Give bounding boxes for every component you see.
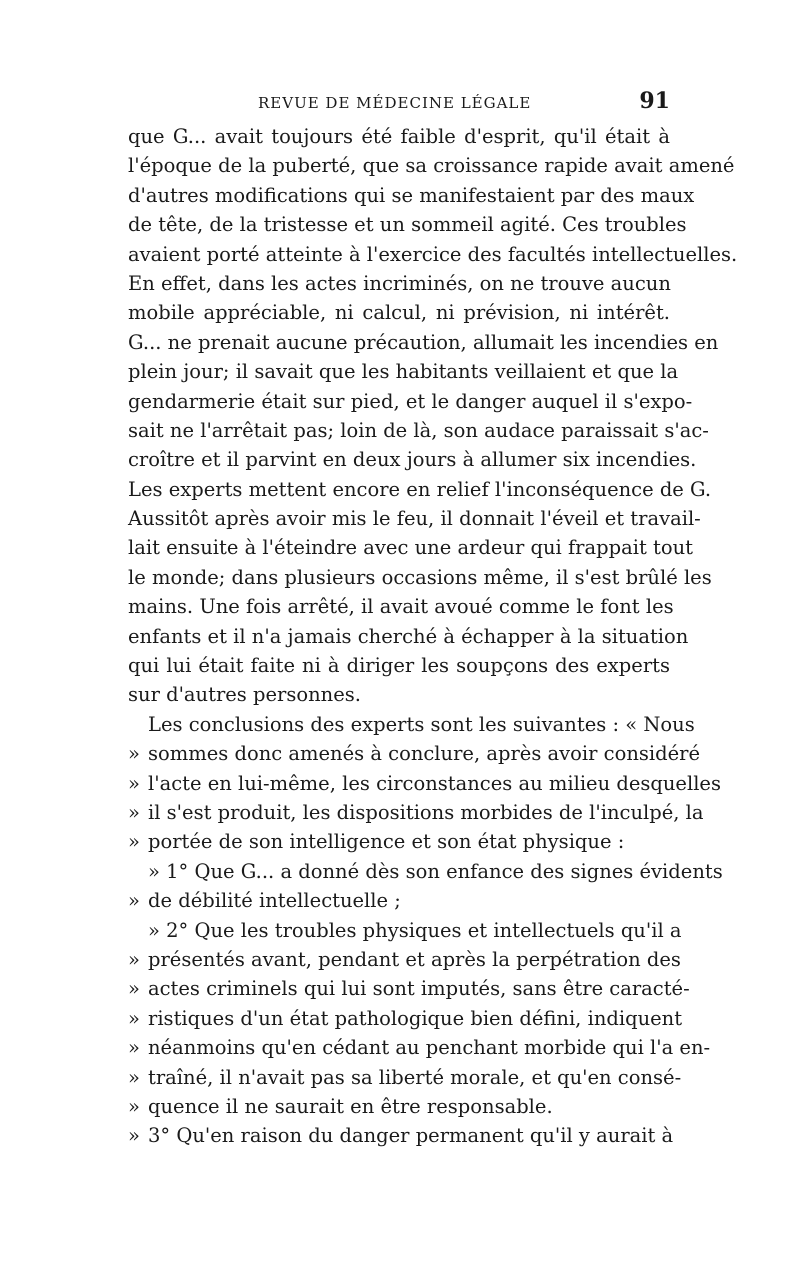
body-text bbox=[128, 122, 738, 1151]
text-line bbox=[128, 387, 693, 416]
text-line bbox=[128, 504, 701, 533]
running-title: REVUE DE MÉDECINE LÉGALE bbox=[258, 94, 532, 112]
text-line bbox=[128, 651, 670, 680]
text-line bbox=[128, 680, 670, 709]
line-text: Les conclusions des experts sont les suivantes : « Nous bbox=[148, 712, 695, 736]
line-text: 3° Qu'en raison du danger permanent qu'il y aurait à bbox=[148, 1124, 674, 1148]
quote-mark: » bbox=[128, 1065, 140, 1089]
text-line bbox=[128, 974, 690, 1003]
line-text: lait ensuite à l'éteindre avec une ardeur qui frappait tout bbox=[128, 536, 693, 560]
text-line bbox=[128, 269, 670, 298]
line-text: G... ne prenait aucune précaution, allumait les incendies en bbox=[128, 330, 719, 354]
line-text: néanmoins qu'en cédant au penchant morbide qui l'a en- bbox=[148, 1036, 711, 1060]
line-text: » 1° Que G... a donné dès son enfance des signes évidents bbox=[148, 859, 723, 883]
text-line bbox=[128, 945, 681, 974]
text-line bbox=[128, 1121, 674, 1150]
line-text: quence il ne saurait en être responsable. bbox=[148, 1094, 553, 1118]
text-line bbox=[128, 622, 689, 651]
quote-mark: » bbox=[128, 1006, 140, 1030]
text-line bbox=[128, 240, 738, 269]
text-line bbox=[128, 827, 670, 856]
line-text: ristiques d'un état pathologique bien défini, indiquent bbox=[148, 1006, 683, 1030]
quote-mark: » bbox=[128, 889, 140, 913]
quote-mark: » bbox=[128, 742, 140, 766]
line-text: croître et il parvint en deux jours à allumer six incendies. bbox=[128, 448, 697, 472]
quote-mark: » bbox=[128, 1124, 140, 1148]
line-text: Les experts mettent encore en relief l'inconséquence de G. bbox=[128, 477, 712, 501]
quote-mark: » bbox=[128, 1094, 140, 1118]
quote-mark: » bbox=[128, 1036, 140, 1060]
line-text: d'autres modifications qui se manifestaient par des maux bbox=[128, 183, 695, 207]
text-line bbox=[128, 739, 701, 768]
line-text: qui lui était faite ni à diriger les soupçons des experts bbox=[128, 654, 670, 678]
text-line bbox=[128, 181, 695, 210]
line-text: traîné, il n'avait pas sa liberté morale, et qu'en consé- bbox=[148, 1065, 682, 1089]
line-text: le monde; dans plusieurs occasions même, il s'est brûlé les bbox=[128, 565, 712, 589]
text-line bbox=[128, 710, 695, 739]
line-text: que G... avait toujours été faible d'esprit, qu'il était à bbox=[128, 125, 670, 148]
text-line bbox=[128, 1063, 682, 1092]
text-line bbox=[128, 563, 712, 592]
text-line bbox=[128, 357, 679, 386]
text-line bbox=[128, 210, 687, 239]
text-line bbox=[128, 533, 693, 562]
line-text: l'acte en lui-même, les circonstances au milieu desquelles bbox=[148, 771, 721, 795]
text-line bbox=[128, 1033, 711, 1062]
line-text: de tête, de la tristesse et un sommeil agité. Ces troubles bbox=[128, 213, 687, 237]
line-text: l'époque de la puberté, que sa croissance rapide avait amené bbox=[128, 154, 735, 178]
line-text: mobile appréciable, ni calcul, ni prévision, ni intérêt. bbox=[128, 301, 670, 325]
text-line bbox=[128, 328, 719, 357]
line-text: sommes donc amenés à conclure, après avoir considéré bbox=[148, 742, 701, 766]
text-line bbox=[128, 857, 723, 886]
line-text: de débilité intellectuelle ; bbox=[148, 889, 401, 913]
text-line bbox=[128, 445, 697, 474]
text-line bbox=[128, 475, 712, 504]
text-line bbox=[128, 886, 670, 915]
line-text: » 2° Que les troubles physiques et intellectuels qu'il a bbox=[148, 918, 682, 942]
line-text: actes criminels qui lui sont imputés, sans être caracté- bbox=[148, 977, 690, 1001]
line-text: gendarmerie était sur pied, et le danger auquel il s'expo- bbox=[128, 389, 693, 413]
line-text: il s'est produit, les dispositions morbides de l'inculpé, la bbox=[148, 800, 704, 824]
line-text: présentés avant, pendant et après la perpétration des bbox=[148, 947, 681, 971]
text-line bbox=[128, 416, 709, 445]
line-text: En effet, dans les actes incriminés, on ne trouve aucun bbox=[128, 271, 671, 295]
quote-mark: » bbox=[128, 830, 140, 854]
quote-mark: » bbox=[128, 947, 140, 971]
line-text: mains. Une fois arrêté, il avait avoué comme le font les bbox=[128, 595, 674, 619]
line-text: sur d'autres personnes. bbox=[128, 683, 361, 707]
line-text: portée de son intelligence et son état physique : bbox=[148, 830, 625, 854]
line-text: enfants et il n'a jamais cherché à échapper à la situation bbox=[128, 624, 689, 648]
text-line bbox=[128, 916, 682, 945]
quote-mark: » bbox=[128, 800, 140, 824]
text-line bbox=[128, 769, 721, 798]
line-text: Aussitôt après avoir mis le feu, il donnait l'éveil et travail- bbox=[128, 507, 701, 531]
page-header bbox=[128, 88, 670, 118]
line-text: sait ne l'arrêtait pas; loin de là, son audace paraissait s'ac- bbox=[128, 418, 709, 442]
text-line bbox=[128, 151, 735, 180]
line-text: avaient porté atteinte à l'exercice des facultés intellectuelles. bbox=[128, 242, 738, 266]
quote-mark: » bbox=[128, 771, 140, 795]
line-text: plein jour; il savait que les habitants veillaient et que la bbox=[128, 360, 679, 384]
text-line bbox=[128, 1092, 670, 1121]
page-number: 91 bbox=[639, 88, 670, 114]
quote-mark: » bbox=[128, 977, 140, 1001]
text-line bbox=[128, 1004, 683, 1033]
text-line bbox=[128, 298, 670, 327]
text-line bbox=[128, 592, 674, 621]
text-line bbox=[128, 798, 704, 827]
text-line bbox=[128, 122, 670, 151]
